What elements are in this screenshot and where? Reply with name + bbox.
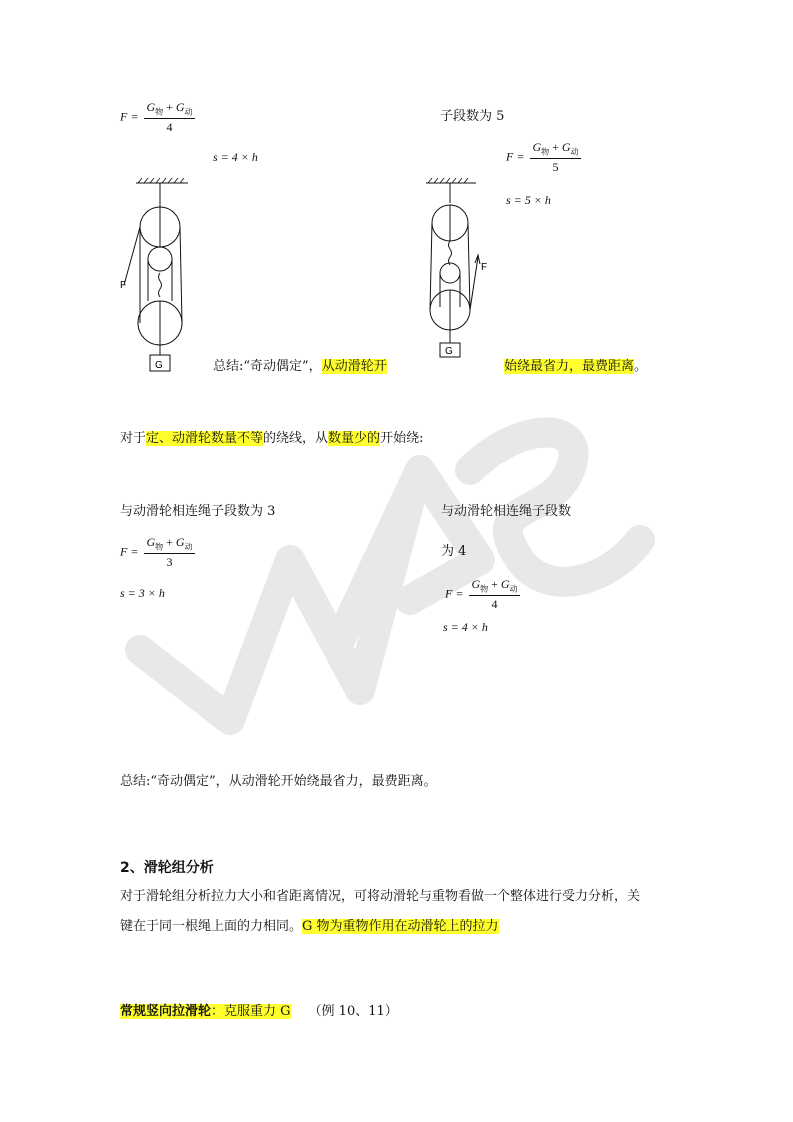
formula-f-3: F = $\frac{G_物 + G_动}{3}$ <box>120 535 193 570</box>
segment-count-3: 与动滑轮相连绳子段数为 3 <box>120 504 276 519</box>
analysis-line-1: 对于滑轮组分析拉力大小和省距离情况，可将动滑轮与重物看做一个整体进行受力分析，关 <box>120 889 641 904</box>
force-label-f2: F <box>481 262 488 273</box>
summary-line-1-cont: 始绕最省力，最费距离。 <box>504 359 648 374</box>
unequal-pulleys-paragraph: 对于定、动滑轮数量不等的绕线，从数量少的开始绕: <box>120 431 424 446</box>
summary-line-1: 总结:“奇动偶定”，从动滑轮开 <box>213 359 387 374</box>
formula-f-5: F = $\frac{G_物 + G_动}{5}$ <box>506 140 579 175</box>
segment-count-4-b: 为 4 <box>441 544 467 559</box>
weight-label-g2: G <box>445 346 453 357</box>
formula-s-3: s = 3 × h <box>120 586 165 600</box>
formula-s-5: s = 5 × h <box>506 193 551 207</box>
formula-s-4b: s = 4 × h <box>443 620 488 634</box>
pulley-diagram-2 <box>418 175 498 360</box>
weight-label-g1: G <box>155 360 163 371</box>
regular-pulley-line: 常规竖向拉滑轮：克服重力 G （例 10、11） <box>120 1004 398 1019</box>
section-title: 2、滑轮组分析 <box>120 860 214 876</box>
formula-f-4: F = $\frac{G_物 + G_动}{4}$ <box>120 100 193 135</box>
segment-count-4-a: 与动滑轮相连绳子段数 <box>441 504 572 519</box>
summary-line-2: 总结:“奇动偶定”，从动滑轮开始绕最省力，最费距离。 <box>120 774 437 789</box>
analysis-line-2: 键在于同一根绳上面的力相同。G 物为重物作用在动滑轮上的拉力 <box>120 919 499 934</box>
force-label-f1: F <box>120 280 127 291</box>
segment-count-5: 子段数为 5 <box>440 109 505 124</box>
pulley-diagram-1 <box>118 175 198 375</box>
formula-f-4b: F = $\frac{G_物 + G_动}{4}$ <box>445 577 518 612</box>
formula-s-4: s = 4 × h <box>213 150 258 164</box>
